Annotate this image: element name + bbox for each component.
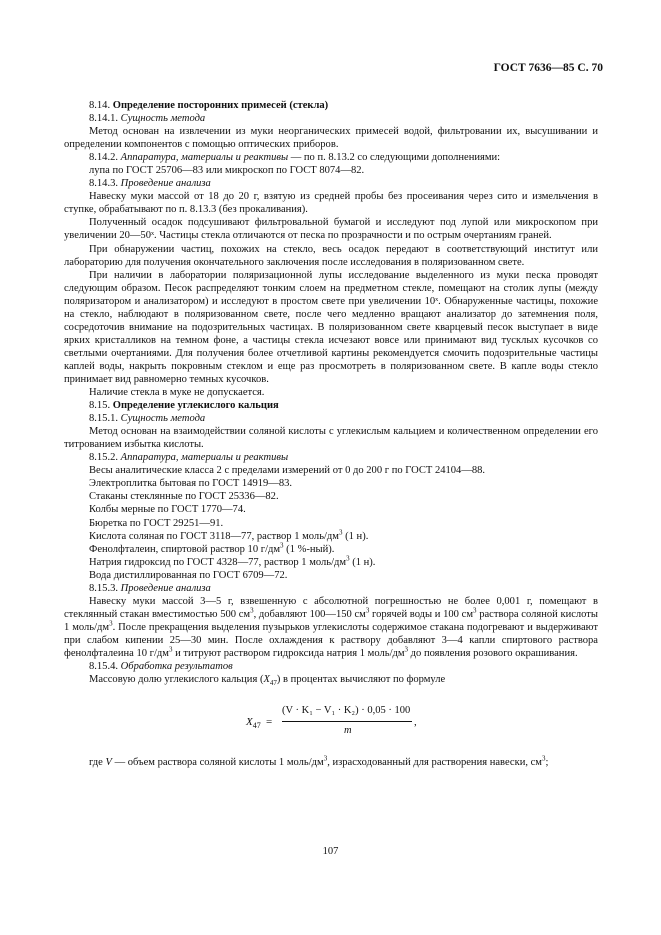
formula-equals: =: [266, 716, 273, 729]
subsection-heading: 8.15.3. Проведение анализа: [89, 582, 211, 594]
equipment-item: Колбы мерные по ГОСТ 1770—74.: [89, 504, 246, 516]
paragraph: При наличии в лаборатории поляризационной лупы исследование выделенного из муки песка проводят следующим образом. Песок распределяют тонким слоем на предметном стекле, помещают на столик лупы (между поляризатором и анализатором) и исследуют в простом свете при увеличении 10ˣ. Обнаруженные частицы, похожие на стекло, наблюдают в поляризованном свете, после чего медленно вращают анализатор до затемнения поля, сосредоточив внимание на подозрительных частицах. В поляризованном свете кварцевый песок выступает в виде ярких кристалликов на темном фоне, а частицы стекла исчезают вовсе или принимают вид тусклых кусочков со светлыми очертаниями. Для получения более отчетливой картины рекомендуется смочить подозрительные частицы каплей воды, накрыть покровным стеклом и еще раз просмотреть в поляризованном свете. В капле воды стекло принимает вид равномерно темных кусочков.: [64, 269, 598, 385]
equipment-item: Электроплитка бытовая по ГОСТ 14919—83.: [89, 478, 293, 490]
equipment-item: Вода дистиллированная по ГОСТ 6709—72.: [89, 569, 288, 581]
paragraph: Полученный осадок подсушивают фильтровальной бумагой и исследуют под лупой или микроскопом при увеличении 20—50ˣ. Частицы стекла отличаются от песка по прозрачности и по острым очертаниям граней.: [64, 217, 598, 242]
page-number: 107: [322, 846, 339, 857]
equipment-item: Натрия гидроксид по ГОСТ 4328—77, раствор 1 моль/$дм^3$ (1 н).: [89, 554, 376, 568]
document-body: [64, 99, 598, 769]
formula-comma: ,: [414, 716, 417, 729]
equipment-item: Стаканы стеклянные по ГОСТ 25336—82.: [89, 491, 279, 503]
section-heading-8-14: 8.14. Определение посторонних примесей (стекла): [89, 100, 329, 111]
formula-lhs: $X_{47}$: [246, 716, 261, 731]
subsection-heading: 8.14.3. Проведение анализа: [89, 178, 211, 190]
subsection-heading: 8.15.4. Обработка результатов: [89, 661, 233, 673]
page-header: ГОСТ 7636—85 С. 70: [493, 62, 603, 74]
paragraph: Массовую долю углекислого кальция $(X_{47})$ в процентах вычисляют по формуле: [89, 674, 446, 688]
equipment-item: Весы аналитические класса 2 с пределами измерений от 0 до 200 г по ГОСТ 24104—88.: [89, 465, 486, 477]
paragraph: Навеску муки массой 3—5 г, взвешенную с абсолютной погрешностью не более 0,001 г, помещают в стеклянный стакан вместимостью 500 $см^3$, добавляют 100—150 $см^3$ горячей воды и 100 $см^3$ раствора соляной кислоты 1 моль/$дм^3$. После прекращения выделения пузырьков углекислоты содержимое стакана подогревают и выдерживают при слабом кипении 25—30 мин. После охлаждения к раствору добавляют 3—4 капли спиртового раствора фенолфталеина 10 $г/дм^3$ и титруют раствором гидроксида натрия 1 моль/$дм^3$ до появления розового окрашивания.: [64, 595, 599, 659]
subsection-heading: 8.15.1. Сущность метода: [89, 413, 206, 425]
subsection-heading: 8.15.2. Аппаратура, материалы и реактивы: [89, 452, 289, 464]
formula-denominator: m: [344, 725, 352, 737]
paragraph: лупа по ГОСТ 25706—83 или микроскоп по ГОСТ 8074—82.: [89, 165, 365, 177]
paragraph: Наличие стекла в муке не допускается.: [89, 387, 265, 399]
equipment-item: Кислота соляная по ГОСТ 3118—77, раствор 1 моль/$дм^3$ (1 н).: [89, 528, 369, 542]
equipment-item: Фенолфталеин, спиртовой раствор 10 $г/дм^3$ (1 %-ный).: [89, 541, 335, 555]
subsection-heading: 8.14.1. Сущность метода: [89, 113, 206, 125]
section-heading-8-15: 8.15. Определение углекислого кальция: [89, 400, 279, 412]
section-title: Определение посторонних примесей (стекла): [112, 100, 329, 111]
paragraph: Метод основан на извлечении из муки неорганических примесей водой, фильтровании их, высушивании и определении компонентов с помощью оптических приборов.: [64, 126, 598, 151]
section-title: Определение углекислого кальция: [112, 400, 279, 412]
paragraph: При обнаружении частиц, похожих на стекло, весь осадок передают в соответствующий институт или лабораторию для получения окончательного заключения после исследования в поляризованном свете.: [64, 243, 598, 268]
formula: [64, 702, 598, 746]
subsection-heading: 8.14.2. Аппаратура, материалы и реактивы — по п. 8.13.2 со следующими дополнениями:: [89, 152, 501, 164]
variable-definition: где V — объем раствора соляной кислоты 1 моль/$дм^3$, израсходованный для растворения навески, $см^3$;: [89, 754, 549, 769]
formula-numerator: (V · K₁ − V₁ · K₂) · 0,05 · 100: [282, 705, 411, 717]
fraction-bar: [282, 721, 412, 722]
paragraph: Метод основан на взаимодействии соляной кислоты с углекислым кальцием и количественном определении его титрованием избытка кислоты.: [64, 426, 598, 451]
equipment-item: Бюретка по ГОСТ 29251—91.: [89, 517, 224, 529]
paragraph: Навеску муки массой от 18 до 20 г, взятую из средней пробы без просеивания через сито и измельчения в ступке, обрабатывают по п. 8.13.3 (без прокаливания).: [64, 191, 598, 216]
